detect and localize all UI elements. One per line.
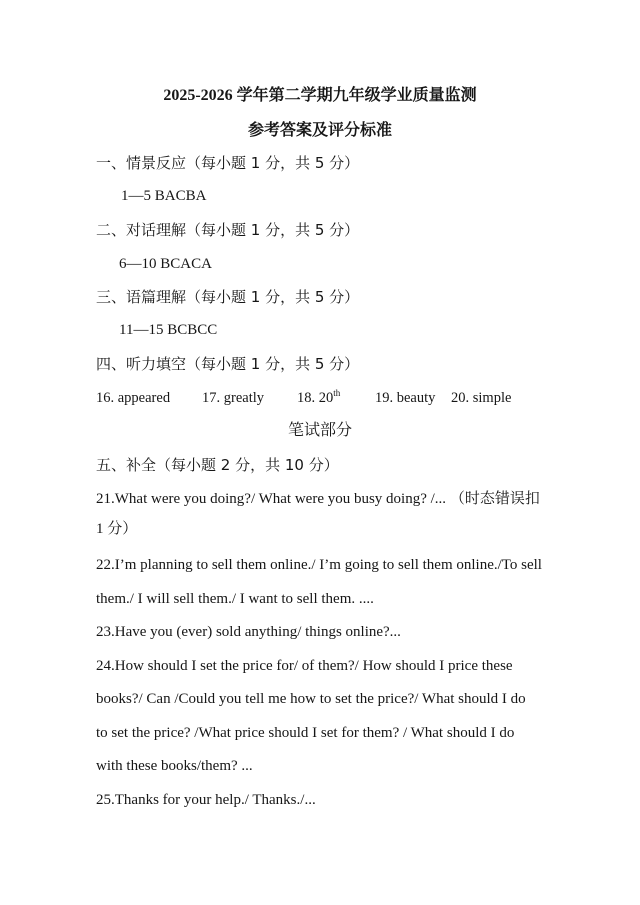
section-4-answers [96,388,636,408]
answer-21-text: 21.What were you doing?/ What were you busy doing? /... [96,491,447,507]
answer-25: 25.Thanks for your help./ Thanks./... [96,792,316,808]
answer-item [297,388,340,408]
answer-24-line-3: to set the price? /What price should I set for them? / What should I do [96,725,515,741]
section-3-heading: 三、语篇理解（每小题 1 分，共 5 分） [96,288,360,306]
section-3-answers: 11—15 BCBCC [119,322,218,338]
section-4-heading: 四、听力填空（每小题 1 分，共 5 分） [96,355,360,373]
document-subtitle: 参考答案及评分标准 [247,122,392,139]
answer-22-line-2: them./ I will sell them./ I want to sell them. .... [96,591,374,607]
section-5-heading: 五、补全（每小题 2 分，共 10 分） [96,456,339,474]
answer-22-line-1: 22.I’m planning to sell them online./ I’m going to sell them online./To sell [96,557,542,573]
answer-24-line-4: with these books/them? ... [96,758,253,774]
answer-21-note: （时态错误扣 [449,489,540,507]
answer-item: 17. greatly [202,390,265,406]
written-part-heading: 笔试部分 [287,420,352,439]
answer-item: 19. beauty [375,390,436,406]
answer-23: 23.Have you (ever) sold anything/ things online?... [96,624,401,640]
answer-item: 20. simple [451,390,512,406]
section-2-heading: 二、对话理解（每小题 1 分，共 5 分） [96,221,360,239]
ordinal-suffix: th [333,388,341,398]
answer-21-line-1 [96,488,540,509]
answer-24-line-1: 24.How should I set the price for/ of them?/ How should I price these [96,658,513,674]
answer-item: 16. appeared [96,390,171,406]
answer-24-line-2: books?/ Can /Could you tell me how to set the price?/ What should I do [96,691,526,707]
section-2-answers: 6—10 BCACA [119,256,212,272]
section-1-answers: 1—5 BACBA [121,188,207,204]
section-1-heading: 一、情景反应（每小题 1 分，共 5 分） [96,154,360,172]
answer-21-line-2: 1 分） [96,521,138,537]
answer-item-text: 18. 20 [297,390,334,406]
document-title: 2025-2026 学年第二学期九年级学业质量监测 [163,87,477,104]
